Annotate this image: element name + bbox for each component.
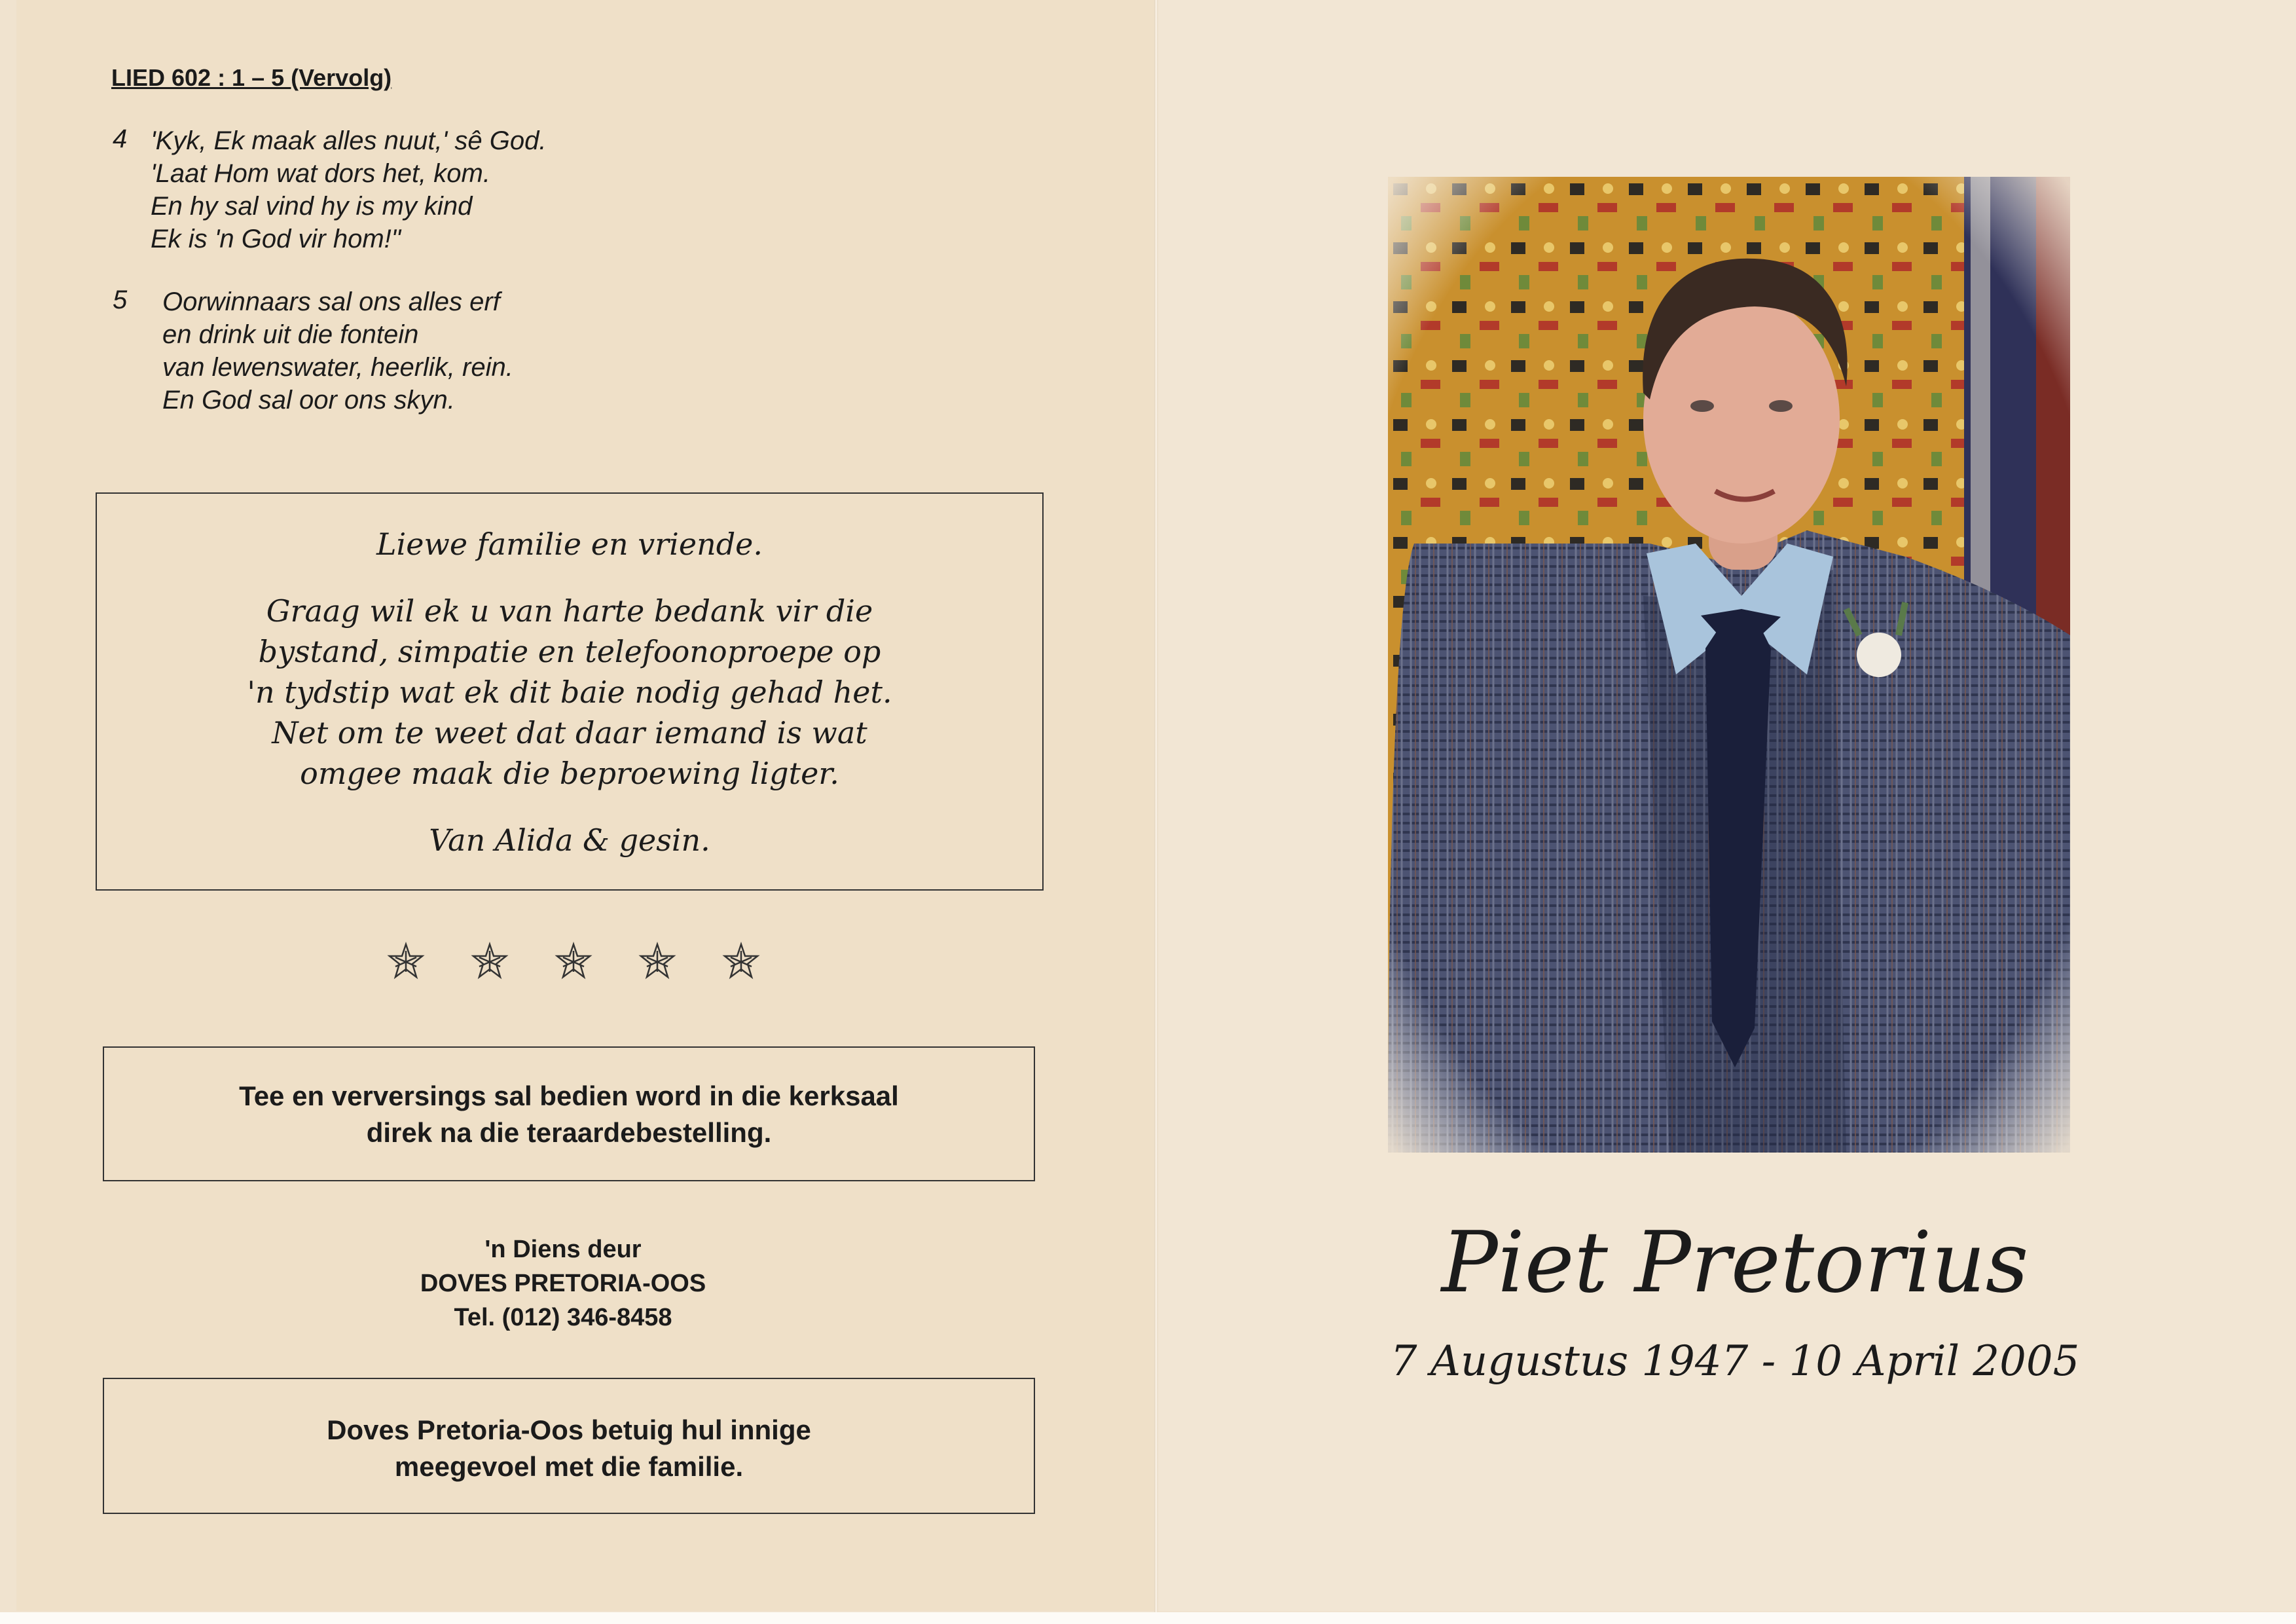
thanks-line: omgee maak die beproewing ligter. xyxy=(300,756,839,791)
star-icon xyxy=(554,942,593,981)
thanks-box xyxy=(96,492,1044,891)
verse-line: Oorwinnaars sal ons alles erf xyxy=(162,287,500,316)
portrait-photo xyxy=(1388,177,2070,1153)
thanks-line: Graag wil ek u van harte bedank vir die xyxy=(266,593,873,629)
star-icon xyxy=(721,942,761,981)
verse-line: 'Laat Hom wat dors het, kom. xyxy=(151,159,490,188)
refreshments-line: Tee en verversings sal bedien word in die kerksaal xyxy=(239,1080,899,1111)
thanks-line: Net om te weet dat daar iemand is wat xyxy=(272,715,867,750)
thanks-line: 'n tydstip wat ek dit baie nodig gehad het. xyxy=(247,674,892,710)
verse-line: En hy sal vind hy is my kind xyxy=(151,192,473,221)
condolence-line: Doves Pretoria-Oos betuig hul innige xyxy=(327,1414,811,1445)
condolence-line: meegevoel met die familie. xyxy=(394,1451,744,1482)
verse-number: 4 xyxy=(113,124,128,153)
condolence-box xyxy=(103,1378,1035,1514)
life-dates: 7 Augustus 1947 - 10 April 2005 xyxy=(1390,1337,2080,1386)
verse-line: 'Kyk, Ek maak alles nuut,' sê God. xyxy=(151,126,547,155)
star-icon xyxy=(638,942,677,981)
refreshments-line: direk na die teraardebestelling. xyxy=(366,1117,772,1148)
service-line: 'n Diens deur xyxy=(484,1236,642,1263)
service-company: DOVES PRETORIA-OOS xyxy=(420,1270,706,1297)
thanks-message xyxy=(97,591,1042,794)
verse-number: 5 xyxy=(113,286,128,314)
verse-line: van lewenswater, heerlik, rein. xyxy=(162,353,513,382)
thanks-line: bystand, simpatie en telefoonoproepe op xyxy=(258,634,881,669)
star-divider xyxy=(386,942,766,981)
deceased-name: Piet Pretorius xyxy=(1441,1214,2029,1312)
scan-edge xyxy=(0,1612,2296,1624)
refreshments-box xyxy=(103,1046,1035,1181)
hymn-title: LIED 602 : 1 – 5 (Vervolg) xyxy=(111,64,392,91)
star-icon xyxy=(470,942,509,981)
verse-line: Ek is 'n God vir hom!" xyxy=(151,225,401,253)
hymn-verse-4 xyxy=(151,124,546,255)
verse-line: en drink uit die fontein xyxy=(162,320,419,349)
thanks-greeting: Liewe familie en vriende. xyxy=(376,526,763,562)
verse-line: En God sal oor ons skyn. xyxy=(162,386,455,415)
service-phone: Tel. (012) 346-8458 xyxy=(454,1304,672,1331)
portrait-image xyxy=(1388,177,2070,1153)
funeral-service-info xyxy=(393,1232,733,1335)
thanks-signature: Van Alida & gesin. xyxy=(429,822,710,858)
star-icon xyxy=(386,942,426,981)
hymn-verse-5 xyxy=(162,286,513,416)
center-fold xyxy=(1154,0,1158,1617)
